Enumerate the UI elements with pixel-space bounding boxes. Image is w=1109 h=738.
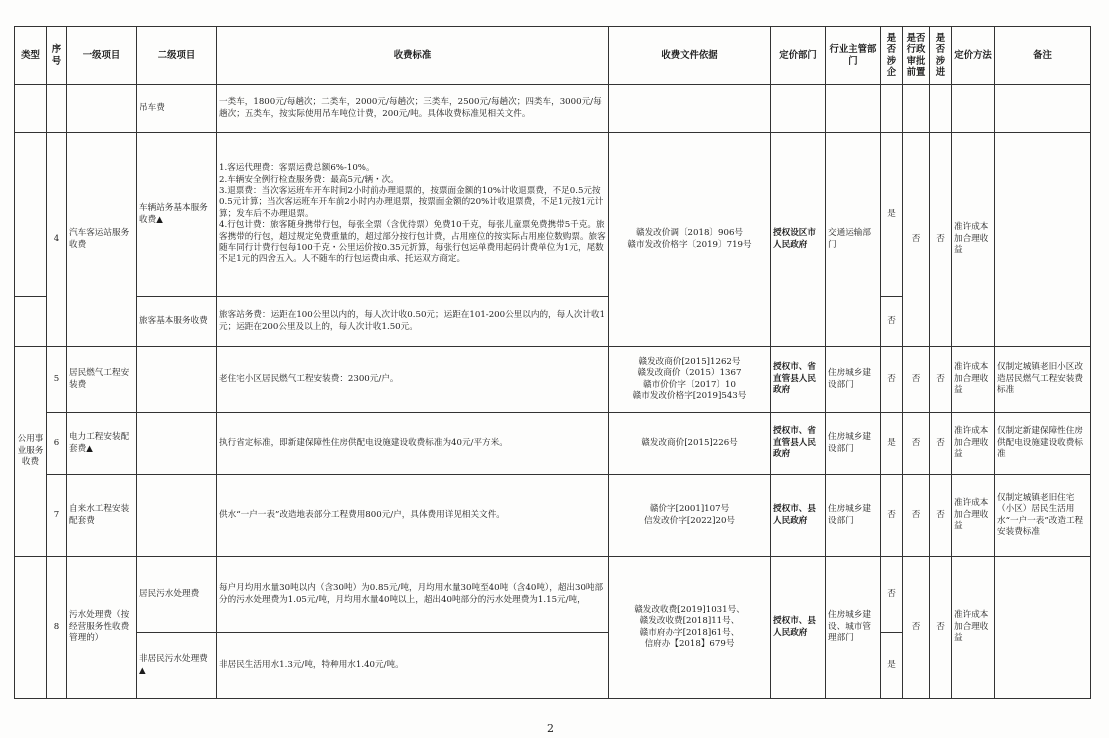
method-cell: 准许成本加合理收益 xyxy=(952,413,995,475)
header-cell: 二级项目 xyxy=(137,27,217,85)
sub-item-cell: 旅客基本服务收费 xyxy=(137,297,217,347)
industry-cell: 交通运输部门 xyxy=(826,133,881,347)
enterprise-cell: 是 xyxy=(881,633,903,699)
table-row xyxy=(15,133,1091,297)
seq-cell: 7 xyxy=(47,475,67,557)
header-cell: 备注 xyxy=(995,27,1091,85)
header-row xyxy=(15,27,1091,85)
basis-cell: 赣发改价调〔2018〕906号 赣市发改价格字〔2019〕719号 xyxy=(609,133,771,347)
seq-cell: 4 xyxy=(47,133,67,347)
enterprise-cell: 否 xyxy=(881,557,903,633)
table-row xyxy=(15,347,1091,413)
header-cell: 是否涉进 xyxy=(930,27,952,85)
basis-cell: 赣发改商价[2015]226号 xyxy=(609,413,771,475)
seq-cell: 8 xyxy=(47,557,67,699)
dept-cell: 授权市、省直管县人民政府 xyxy=(771,413,826,475)
industry-cell: 住房城乡建设部门 xyxy=(826,475,881,557)
note-cell: 仅制定城镇老旧住宅（小区）居民生活用水“一户一表”改造工程安装费标准 xyxy=(995,475,1091,557)
header-cell: 行业主管部门 xyxy=(826,27,881,85)
sub-item-cell: 居民污水处理费 xyxy=(137,557,217,633)
import-cell: 否 xyxy=(930,475,952,557)
enterprise-cell: 是 xyxy=(881,413,903,475)
basis-cell: 赣价字[2001]107号 信发改价字[2022]20号 xyxy=(609,475,771,557)
method-cell: 准许成本加合理收益 xyxy=(952,475,995,557)
note-cell: 仅制定新建保障性住房供配电设施建设收费标准 xyxy=(995,413,1091,475)
item-cell: 居民燃气工程安装费 xyxy=(67,347,137,413)
item-cell: 汽车客运站服务收费 xyxy=(67,133,137,347)
industry-cell: 住房城乡建设部门 xyxy=(826,347,881,413)
header-cell: 定价部门 xyxy=(771,27,826,85)
import-cell: 否 xyxy=(930,133,952,347)
header-cell: 收费标准 xyxy=(217,27,609,85)
industry-cell: 住房城乡建设部门 xyxy=(826,413,881,475)
dept-cell: 授权市、县人民政府 xyxy=(771,557,826,699)
header-cell: 是否行政审批前置 xyxy=(903,27,930,85)
dept-cell: 授权市、省直管县人民政府 xyxy=(771,347,826,413)
item-cell: 污水处理费（按经营服务性收费管理的） xyxy=(67,557,137,699)
header-cell: 一级项目 xyxy=(67,27,137,85)
approval-cell: 否 xyxy=(903,557,930,699)
header-cell: 收费文件依据 xyxy=(609,27,771,85)
import-cell: 否 xyxy=(930,413,952,475)
basis-cell: 赣发改商价[2015]1262号 赣发改商价（2015）1367 赣市价价字〔2017〕10 赣市发改价格字[2019]543号 xyxy=(609,347,771,413)
sub-item-cell: 非居民污水处理费▲ xyxy=(137,633,217,699)
approval-cell: 否 xyxy=(903,133,930,347)
seq-cell: 6 xyxy=(47,413,67,475)
method-cell: 准许成本加合理收益 xyxy=(952,133,995,347)
method-cell: 准许成本加合理收益 xyxy=(952,557,995,699)
header-cell: 定价方法 xyxy=(952,27,995,85)
approval-cell: 否 xyxy=(903,475,930,557)
page-number: 2 xyxy=(547,722,554,735)
standard-cell: 老住宅小区居民燃气工程安装费：2300元/户。 xyxy=(217,347,609,413)
sub-item-cell: 吊车费 xyxy=(137,85,217,133)
industry-cell: 住房城乡建设、城市管理部门 xyxy=(826,557,881,699)
standard-cell: 非居民生活用水1.3元/吨，特种用水1.40元/吨。 xyxy=(217,633,609,699)
seq-cell: 5 xyxy=(47,347,67,413)
basis-cell: 赣发改收费[2019]1031号、 赣发改收费[2018]11号、 赣市府办字[2018]61号、 信府办【2018】679号 xyxy=(609,557,771,699)
enterprise-cell: 是 xyxy=(881,133,903,297)
standard-cell: 供水“一户一表”改造地表部分工程费用800元/户，具体费用详见相关文件。 xyxy=(217,475,609,557)
header-cell: 是否涉企 xyxy=(881,27,903,85)
enterprise-cell: 否 xyxy=(881,475,903,557)
header-cell: 序号 xyxy=(47,27,67,85)
standard-cell: 每户月均用水量30吨以内（含30吨）为0.85元/吨，月均用水量30吨至40吨（含40吨），超出30吨部分的污水处理费为1.05元/吨，月均用水量40吨以上，超出40吨部分的污水处理费为1.15元/吨， xyxy=(217,557,609,633)
import-cell: 否 xyxy=(930,347,952,413)
standard-cell: 1.客运代理费：客票运费总额6%-10%。 2.车辆安全例行检查服务费：最高5元/辆・次。 3.退票费：当次客运班车开车时间2小时前办理退票的，按票面金额的10%计收退票费，不足0.5元按0.5元计算；当次客运班车开车前2小时内办理退票，按票面金额的20%计收退票费，不足1元按1元计算；发车后不办理退票。 4.行包计费：旅客随身携带行包，每张全票（含优待票）免费10千克，每张儿童票免费携带5千克。旅客携带的行包，超过规定免费重量的，超过部分按行包计费，占用座位的按实际占用座位数购票。旅客随车同行计费行包每100千克・公里运价按0.35元折算，每张行包运单费用起码计费单位为1元，尾数不足1元的四舍五入。人不随车的行包运费由承、托运双方商定。 xyxy=(217,133,609,297)
approval-cell: 否 xyxy=(903,413,930,475)
standard-cell: 执行省定标准，即新建保障性住房供配电设施建设收费标准为40元/平方米。 xyxy=(217,413,609,475)
standard-cell: 一类车，1800元/每趟次；二类车，2000元/每趟次；三类车，2500元/每趟次；四类车，3000元/每趟次；五类车，按实际使用吊车吨位计费，200元/吨。具体收费标准见相关文件。 xyxy=(217,85,609,133)
import-cell: 否 xyxy=(930,557,952,699)
enterprise-cell: 否 xyxy=(881,347,903,413)
table-row xyxy=(15,413,1091,475)
fee-table xyxy=(14,26,1091,699)
dept-cell: 授权市、县人民政府 xyxy=(771,475,826,557)
table-row xyxy=(15,557,1091,633)
note-cell: 仅制定城镇老旧小区改造居民燃气工程安装费标准 xyxy=(995,347,1091,413)
item-cell: 自来水工程安装配套费 xyxy=(67,475,137,557)
method-cell: 准许成本加合理收益 xyxy=(952,347,995,413)
item-cell: 电力工程安装配套费▲ xyxy=(67,413,137,475)
category-cell: 公用事业服务收费 xyxy=(15,347,47,557)
dept-cell: 授权设区市人民政府 xyxy=(771,133,826,347)
standard-cell: 旅客站务费：运距在100公里以内的，每人次计收0.50元；运距在101-200公里以内的，每人次计收1元；运距在200公里及以上的，每人次计收1.50元。 xyxy=(217,297,609,347)
enterprise-cell: 否 xyxy=(881,297,903,347)
approval-cell: 否 xyxy=(903,347,930,413)
header-cell: 类型 xyxy=(15,27,47,85)
table-row xyxy=(15,85,1091,133)
table-row xyxy=(15,475,1091,557)
sub-item-cell: 车辆站务基本服务收费▲ xyxy=(137,133,217,297)
